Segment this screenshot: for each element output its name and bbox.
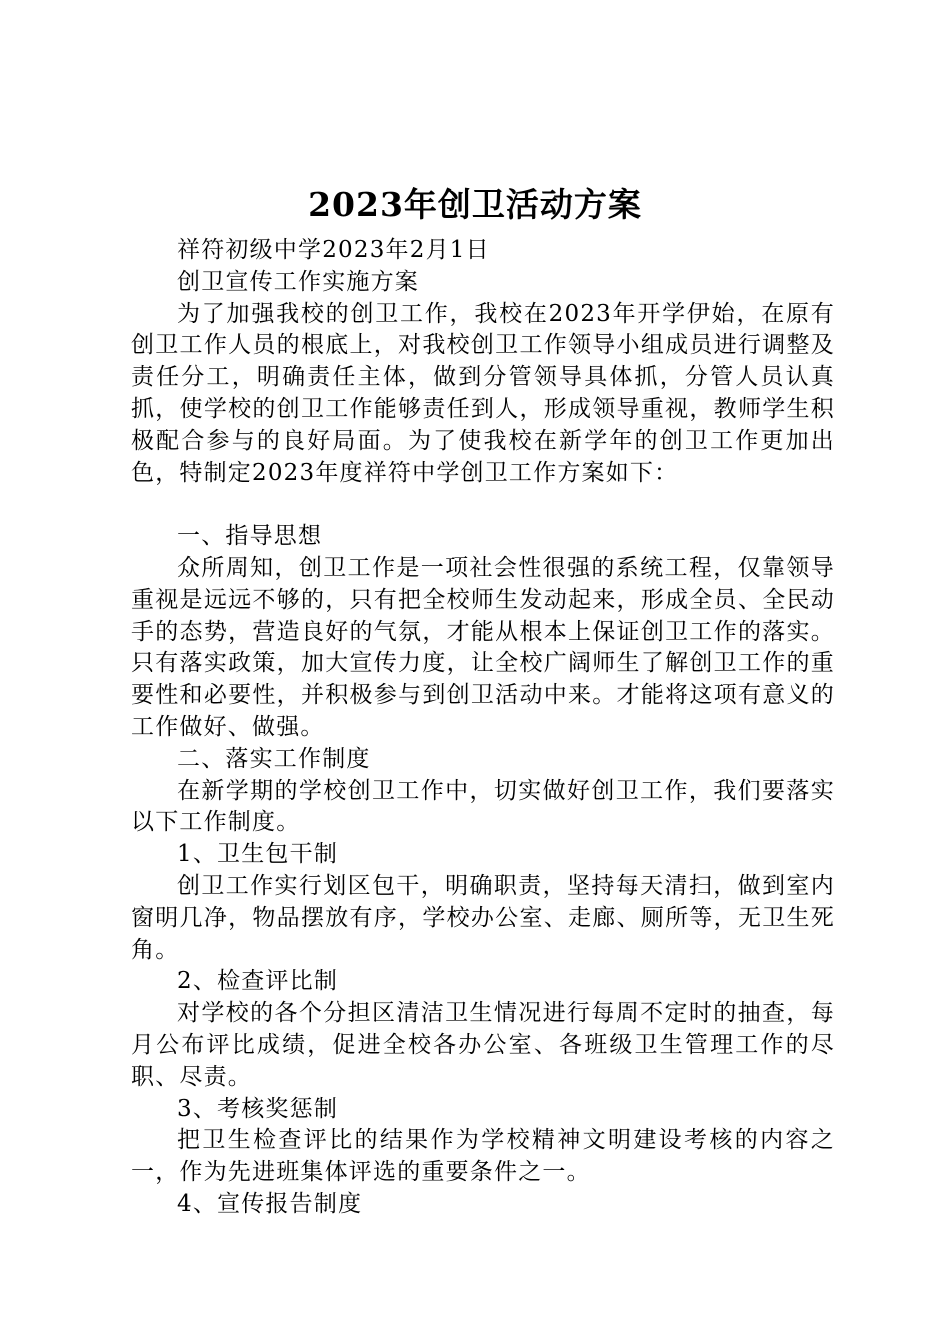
plan-subtitle: 创卫宣传工作实施方案 — [177, 268, 419, 295]
intro-paragraph: 为了加强我校的创卫工作，我校在2023年开学伊始，在原有创卫工作人员的根底上，对我校创卫工作领导小组成员进行调整及责任分工，明确责任主体，做到分管领导具体抓，分管人员认真抓，使学校的创卫工作能够责任到人，形成领导重视，教师学生积极配合参与的良好局面。为了使我校在新学年的创卫工作更加出色，特制定2023年度祥符中学创卫工作方案如下： — [131, 300, 835, 486]
document-title: 2023年创卫活动方案 — [308, 185, 642, 224]
guiding-thought-paragraph: 众所周知，创卫工作是一项社会性很强的系统工程，仅靠领导重视是远远不够的，只有把全校师生发动起来，形成全员、全民动手的态势，营造良好的气氛，才能从根本上保证创卫工作的落实。只有落实政策，加大宣传力度，让全校广阔师生了解创卫工作的重要性和必要性，并积极参与到创卫活动中来。才能将这项有意义的工作做好、做强。 — [131, 554, 835, 740]
section-heading-guiding-thought: 一、指导思想 — [177, 523, 323, 550]
subheading-inspection: 2、检查评比制 — [177, 968, 339, 995]
subheading-assessment: 3、考核奖惩制 — [177, 1095, 339, 1122]
subheading-hygiene-responsibility: 1、卫生包干制 — [177, 841, 339, 868]
section-heading-work-system: 二、落实工作制度 — [177, 745, 371, 772]
work-system-paragraph: 在新学期的学校创卫工作中，切实做好创卫工作，我们要落实以下工作制度。 — [131, 777, 835, 836]
document-body — [131, 235, 835, 1221]
inspection-paragraph: 对学校的各个分担区清洁卫生情况进行每周不定时的抽查，每月公布评比成绩，促进全校各办公室、各班级卫生管理工作的尽职、尽责。 — [131, 1000, 835, 1090]
assessment-paragraph: 把卫生检查评比的结果作为学校精神文明建设考核的内容之一，作为先进班集体评选的重要条件之一。 — [131, 1127, 835, 1186]
hygiene-responsibility-paragraph: 创卫工作实行划区包干，明确职责，坚持每天清扫，做到室内窗明几净，物品摆放有序，学校办公室、走廊、厕所等，无卫生死角。 — [131, 872, 835, 963]
subheading-publicity-report: 4、宣传报告制度 — [177, 1190, 363, 1217]
school-date-line: 祥符初级中学2023年2月1日 — [177, 237, 490, 263]
